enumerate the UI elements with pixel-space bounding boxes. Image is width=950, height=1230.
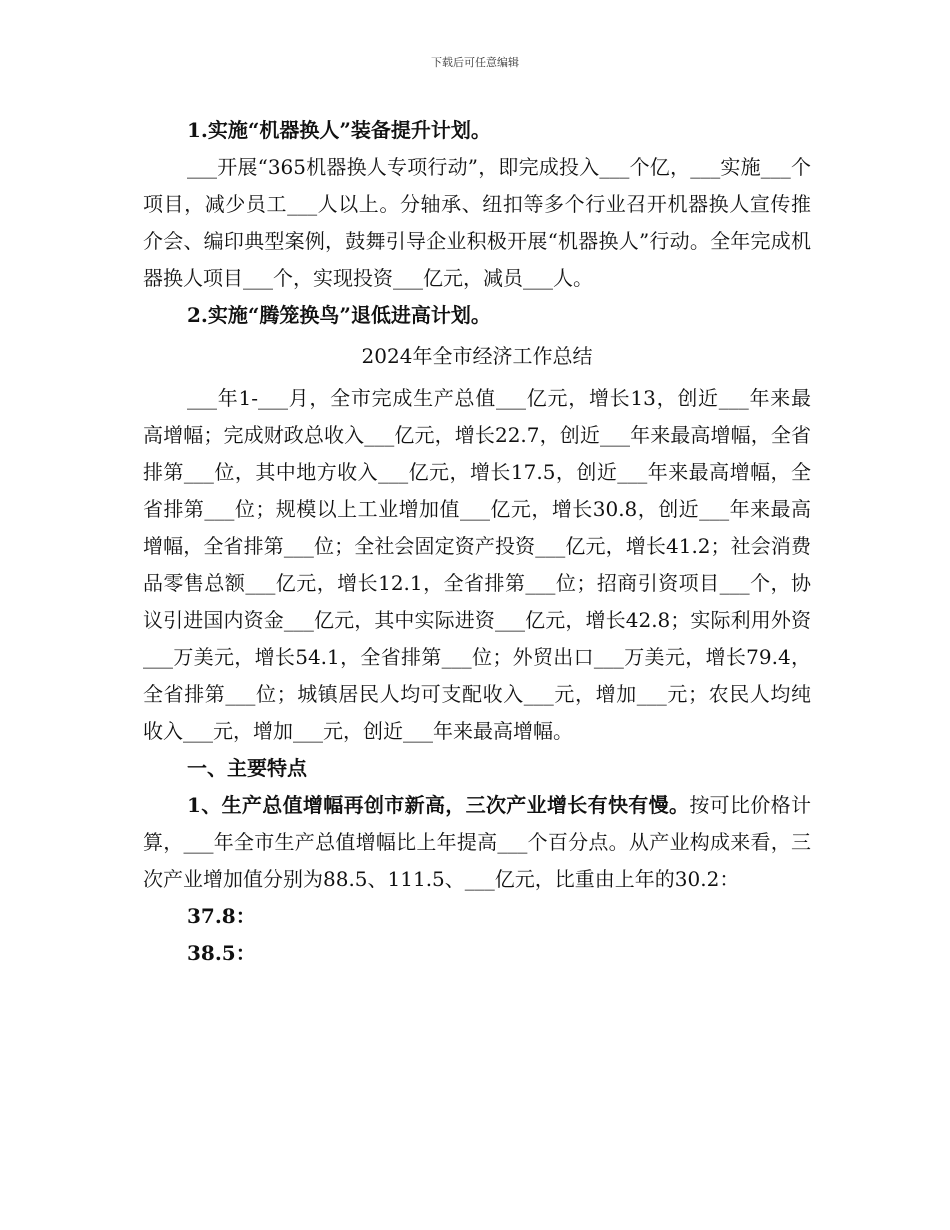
point1-paragraph <box>143 787 811 898</box>
section2-heading: 2.实施“腾笼换鸟”退低进高计划。 <box>187 303 491 327</box>
point1-lead: 1、生产总值增幅再创市新高，三次产业增长有快有慢。 <box>187 793 690 817</box>
main-features-heading: 一、主要特点 <box>187 756 307 780</box>
article-intro-paragraph: ___年1-___月，全市完成生产总值___亿元，增长13，创近___年来最高增幅；完成财政总收入___亿元，增长22.7，创近___年来最高增幅，全省排第___位，其中地方收入___亿元，增长17.5，创近___年来最高增幅，全省排第___位；规模以上工业增加值___亿元，增长30.8，创近___年来最高增幅，全省排第___位；全社会固定资产投资___亿元，增长41.2；社会消费品零售总额___亿元，增长12.1，全省排第___位；招商引资项目___个，协议引进国内资金___亿元，其中实际进资___亿元，增长42.8；实际利用外资___万美元，增长54.1，全省排第___位；外贸出口___万美元，增长79.4，全省排第___位；城镇居民人均可支配收入___元，增加___元；农民人均纯收入___元，增加___元，创近___年来最高增幅。 <box>143 386 811 743</box>
document-body <box>143 112 811 972</box>
ratio-line-2: 38.5： <box>187 941 256 965</box>
page-header: 下载后可任意编辑 <box>431 56 519 69</box>
section1-paragraph: ___开展“365机器换人专项行动”，即完成投入___个亿，___实施___个项目，减少员工___人以上。分轴承、纽扣等多个行业召开机器换人宣传推介会、编印典型案例，鼓舞引导企业积极开展“机器换人”行动。全年完成机器换人项目___个，实现投资___亿元，减员___人。 <box>143 155 811 290</box>
section1-heading: 1.实施“机器换人”装备提升计划。 <box>187 118 491 142</box>
ratio-line-1: 37.8： <box>187 904 256 928</box>
article-title: 2024年全市经济工作总结 <box>361 344 593 368</box>
point1-body: 按可比价格计算，___年全市生产总值增幅比上年提高___个百分点。从产业构成来看，三次产业增加值分别为88.5、111.5、___亿元，比重由上年的30.2： <box>143 793 812 891</box>
